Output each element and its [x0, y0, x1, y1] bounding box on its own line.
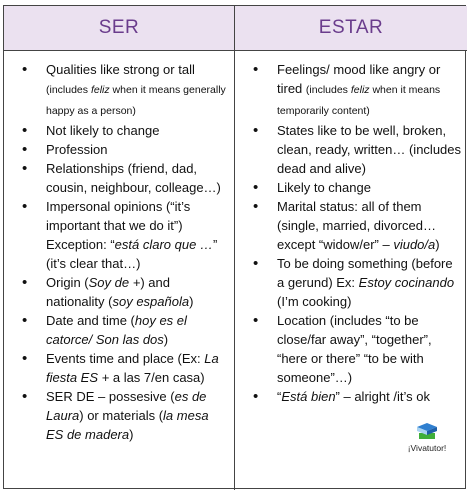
ser-text: Relationships (friend, dad, cousin, neighbour, colleage…) — [46, 161, 221, 195]
estar-text: Está bien — [281, 389, 336, 404]
ser-text: Qualities like strong or tall — [46, 62, 195, 77]
estar-text: viudo/a — [393, 237, 436, 252]
ser-text: ) — [129, 427, 134, 442]
estar-text: To be doing something (before a gerund) Ex: — [277, 256, 453, 290]
ser-text: Events time and place (Ex: — [46, 351, 205, 366]
ser-text: feliz — [90, 84, 110, 96]
header-ser: SER — [4, 6, 235, 51]
estar-text: States like to be well, broken, clean, ready, written… (includes dead and alive) — [277, 123, 462, 176]
ser-item — [18, 197, 228, 273]
ser-text: La fiesta ES + — [46, 351, 219, 385]
ser-item — [18, 387, 228, 444]
ser-text: Soy de + — [88, 275, 141, 290]
estar-item — [249, 311, 461, 387]
estar-text: Feelings/ mood like angry or tired — [277, 62, 441, 96]
estar-text: Marital status: all of them (single, married, divorced… except “widow/er” – — [277, 199, 436, 252]
ser-text: ” (it’s clear that…) — [46, 237, 218, 271]
ser-item — [18, 311, 228, 349]
estar-text: “ — [277, 389, 282, 404]
header-estar: ESTAR — [235, 6, 467, 51]
ser-item — [18, 140, 228, 159]
ser-estar-table — [3, 5, 466, 489]
logo-text: ¡Vivatutor! — [407, 443, 447, 453]
estar-text: ” – alright /it’s ok — [335, 389, 430, 404]
estar-text: Location (includes “to be close/far away”, “together”, “here or there” “to be with someone”…) — [277, 313, 432, 385]
estar-item — [249, 121, 461, 178]
ser-item — [18, 349, 228, 387]
ser-item — [18, 159, 228, 197]
estar-text: Likely to change — [277, 180, 371, 195]
estar-text: (includes — [305, 84, 351, 96]
ser-text: soy española — [112, 294, 190, 309]
ser-item — [18, 60, 228, 121]
ser-text: es de Laura — [46, 389, 207, 423]
estar-text: Estoy cocinando — [358, 275, 455, 290]
ser-text: Origin ( — [46, 275, 89, 290]
ser-text: when it means generally happy as a person) — [46, 84, 226, 117]
ser-text: Profession — [46, 142, 108, 157]
ser-list — [18, 60, 228, 444]
ser-text: a las 7/en casa) — [109, 370, 205, 385]
estar-text: feliz — [350, 84, 370, 96]
ser-text: SER DE – possesive ( — [46, 389, 175, 404]
ser-text: ) — [189, 294, 194, 309]
estar-item — [249, 254, 461, 311]
estar-text: ) — [435, 237, 440, 252]
ser-text: está claro que … — [114, 237, 213, 252]
ser-item — [18, 121, 228, 140]
estar-item — [249, 387, 461, 406]
vivatutor-logo — [397, 421, 457, 453]
book-logo-icon — [416, 421, 438, 441]
ser-text: (includes — [46, 84, 91, 96]
ser-text: ) — [163, 332, 169, 347]
ser-text: ) or materials ( — [79, 408, 164, 423]
estar-list — [249, 60, 461, 406]
ser-item — [18, 273, 228, 311]
estar-item — [249, 178, 461, 197]
estar-item — [249, 60, 461, 121]
ser-text: Impersonal opinions (“it’s important that we do it”) Exception: “ — [46, 199, 191, 252]
estar-text: (I’m cooking) — [277, 294, 352, 309]
ser-column — [4, 51, 235, 490]
estar-text: when it means temporarily content) — [277, 84, 441, 117]
estar-item — [249, 197, 461, 254]
ser-text: Date and time ( — [46, 313, 135, 328]
ser-text: hoy es el catorce/ Son las dos — [46, 313, 187, 347]
ser-text: Not likely to change — [46, 123, 160, 138]
estar-column — [235, 51, 467, 490]
ser-text: ) and nationality ( — [46, 275, 170, 309]
ser-text: la mesa ES de madera — [46, 408, 209, 442]
